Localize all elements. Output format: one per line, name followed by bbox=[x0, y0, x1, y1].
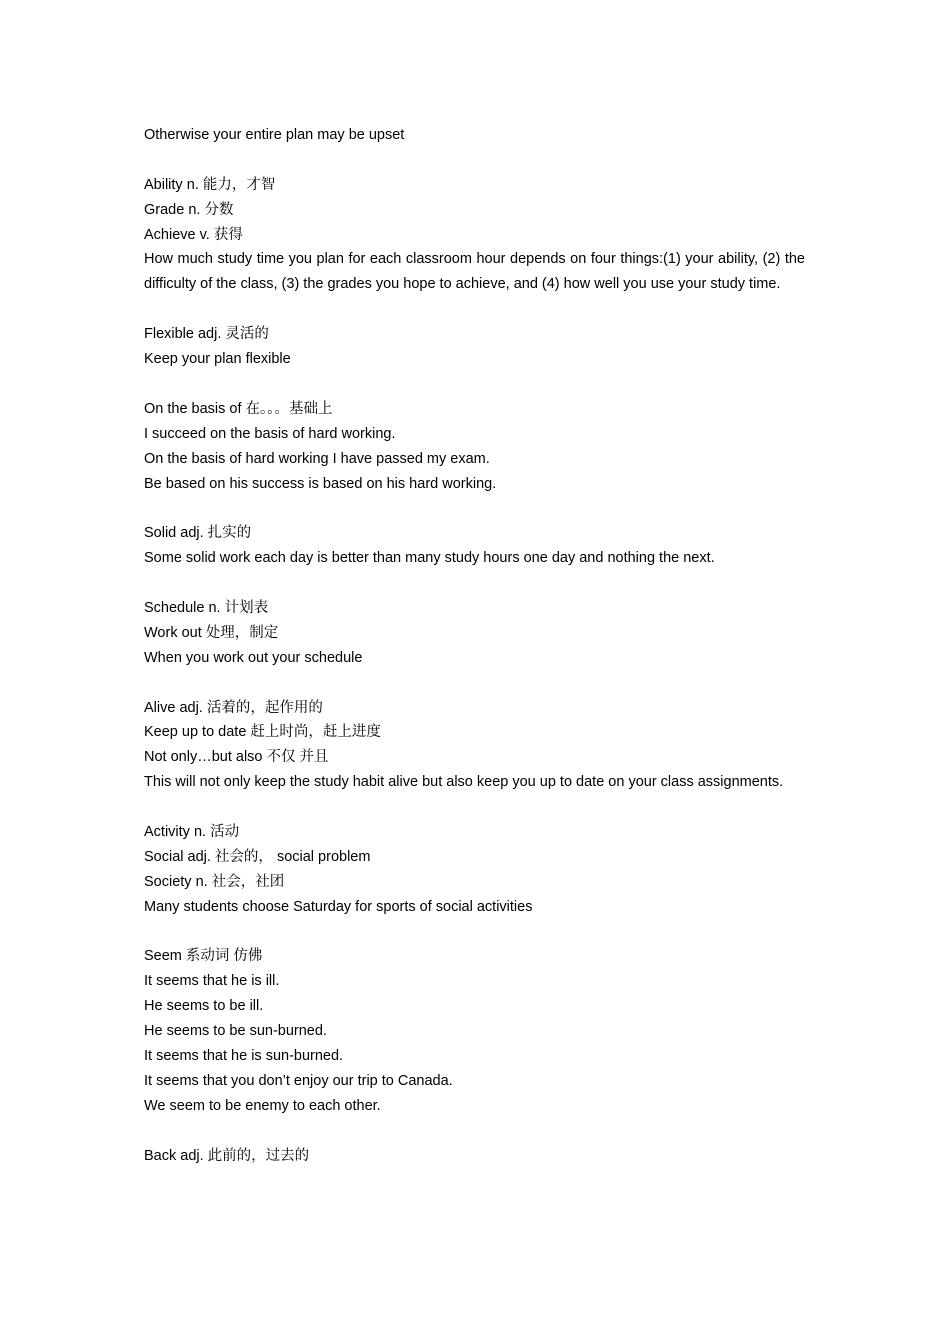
vocab-entry: Achieve v. 获得 bbox=[144, 226, 243, 243]
example-sentence: It seems that he is ill. bbox=[144, 973, 280, 990]
blank-line bbox=[144, 297, 805, 322]
blank-line bbox=[144, 920, 805, 945]
vocab-entry: Society n. 社会，社团 bbox=[144, 873, 285, 890]
example-sentence: It seems that you don’t enjoy our trip to Canada. bbox=[144, 1072, 453, 1089]
vocab-entry: Flexible adj. 灵活的 bbox=[144, 326, 269, 343]
vocab-entry: Social adj. 社会的， social problem bbox=[144, 848, 371, 865]
example-sentence: When you work out your schedule bbox=[144, 649, 363, 666]
example-sentence: On the basis of hard working I have passed my exam. bbox=[144, 450, 490, 467]
vocab-entry: Seem 系动词 仿佛 bbox=[144, 948, 263, 965]
blank-line bbox=[144, 148, 805, 173]
example-paragraph: This will not only keep the study habit alive but also keep you up to date on your class assignments. bbox=[144, 774, 784, 791]
example-sentence: Be based on his success is based on his hard working. bbox=[144, 475, 497, 492]
blank-line bbox=[144, 571, 805, 596]
vocab-entry: Schedule n. 计划表 bbox=[144, 599, 269, 616]
example-sentence: He seems to be ill. bbox=[144, 998, 264, 1015]
vocab-entry: Work out 处理，制定 bbox=[144, 624, 279, 641]
example-sentence: He seems to be sun-burned. bbox=[144, 1023, 327, 1040]
vocab-entry: Activity n. 活动 bbox=[144, 823, 240, 840]
blank-line bbox=[144, 1119, 805, 1144]
text-line: Otherwise your entire plan may be upset bbox=[144, 127, 405, 143]
vocab-entry: Alive adj. 活着的，起作用的 bbox=[144, 699, 323, 716]
document-page bbox=[144, 123, 805, 1168]
vocab-entry: On the basis of 在。。。基础上 bbox=[144, 400, 333, 417]
example-sentence: Keep your plan flexible bbox=[144, 351, 291, 368]
example-paragraph: How much study time you plan for each classroom hour depends on four things:(1) your ability, (2) the difficulty of the class, (3) the grades you hope to achieve, and (4) how well you use your study time. bbox=[144, 251, 805, 293]
example-sentence: Many students choose Saturday for sports of social activities bbox=[144, 898, 533, 915]
example-sentence: We seem to be enemy to each other. bbox=[144, 1097, 381, 1114]
vocab-entry: Ability n. 能力，才智 bbox=[144, 176, 276, 193]
example-sentence: Some solid work each day is better than many study hours one day and nothing the next. bbox=[144, 550, 715, 567]
vocab-entry: Grade n. 分数 bbox=[144, 201, 234, 218]
vocab-entry: Back adj. 此前的，过去的 bbox=[144, 1147, 310, 1164]
example-sentence: I succeed on the basis of hard working. bbox=[144, 425, 396, 442]
vocab-entry: Keep up to date 赶上时尚，赶上进度 bbox=[144, 724, 381, 741]
blank-line bbox=[144, 372, 805, 397]
blank-line bbox=[144, 496, 805, 521]
example-sentence: It seems that he is sun-burned. bbox=[144, 1048, 344, 1064]
blank-line bbox=[144, 671, 805, 696]
vocab-entry: Not only…but also 不仅 并且 bbox=[144, 749, 329, 766]
blank-line bbox=[144, 795, 805, 820]
vocab-entry: Solid adj. 扎实的 bbox=[144, 525, 252, 542]
